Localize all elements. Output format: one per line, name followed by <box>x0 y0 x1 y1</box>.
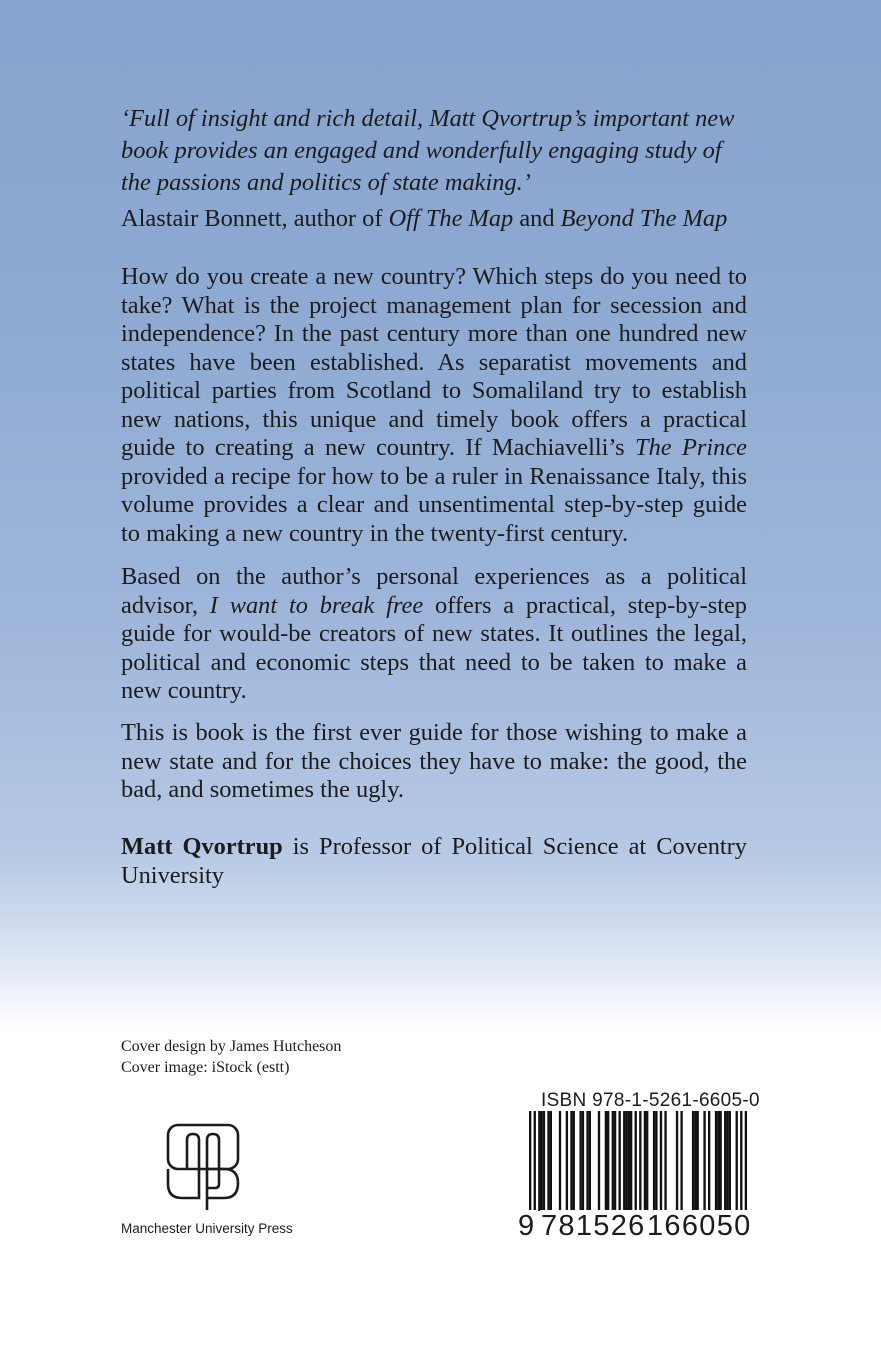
barcode-bar <box>573 1111 575 1211</box>
endorsement-attribution <box>121 203 747 235</box>
mup-monogram-icon <box>165 1122 241 1212</box>
p1-book-title: The Prince <box>635 434 748 461</box>
barcode-bar <box>736 1111 738 1211</box>
description-paragraph-3: This is book is the first ever guide for those wishing to make a new state and for the choices they have to make: the good, the bad, and sometimes the ugly. <box>121 719 747 803</box>
barcode-bar <box>724 1111 726 1211</box>
barcode-bar <box>644 1111 646 1211</box>
barcode-bar <box>625 1111 627 1211</box>
barcode-bar <box>589 1111 591 1211</box>
barcode-bar <box>660 1111 662 1211</box>
barcode-bar <box>729 1111 731 1211</box>
barcode-digits-left: 781526 <box>541 1210 646 1242</box>
barcode-bar <box>630 1111 632 1211</box>
author-name: Matt Qvortrup <box>121 833 283 860</box>
barcode-bar <box>719 1111 721 1211</box>
barcode-bar <box>717 1111 719 1211</box>
barcode-bar <box>586 1111 588 1211</box>
barcode-bar <box>559 1111 561 1211</box>
barcode-digit-first: 9 <box>518 1210 535 1242</box>
barcode-bar <box>655 1111 657 1211</box>
barcode-bar <box>550 1111 552 1211</box>
barcode-bar <box>639 1111 641 1223</box>
p2-book-title: I want to break free <box>209 591 424 619</box>
barcode-bar <box>694 1111 696 1211</box>
publisher-name: Manchester University Press <box>121 1221 293 1236</box>
cover-credits <box>121 1036 341 1078</box>
barcode-bar <box>740 1111 742 1223</box>
barcode-bar <box>653 1111 655 1211</box>
barcode-bar <box>612 1111 614 1211</box>
barcode-bar <box>534 1111 536 1223</box>
attribution-prefix: Alastair Bonnett, author of <box>121 205 389 232</box>
barcode-bar <box>570 1111 572 1211</box>
description-paragraph-2 <box>121 563 747 706</box>
attribution-book-1: Off The Map <box>388 205 514 232</box>
attribution-conjunction: and <box>513 205 561 232</box>
barcode-bar <box>676 1111 678 1211</box>
barcode-bar <box>726 1111 728 1211</box>
barcode-bar <box>697 1111 699 1211</box>
barcode-bar <box>715 1111 717 1211</box>
author-bio-text: is Professor of Political Science at Coventry University <box>121 833 747 889</box>
isbn-barcode <box>529 1111 747 1223</box>
barcode-bar <box>680 1111 682 1211</box>
cover-image-credit: Cover image: iStock (estt) <box>121 1059 290 1076</box>
p2-text-after: offers a practical, step-by-step guide for would-be creators of new states. It outlines the legal, political and economic steps that need to be taken to make a new country. <box>121 591 747 704</box>
barcode-bar <box>628 1111 630 1211</box>
barcode-bar <box>708 1111 710 1211</box>
barcode-bar <box>664 1111 666 1211</box>
barcode-digits-right: 166050 <box>647 1210 752 1242</box>
barcode-bar <box>692 1111 694 1211</box>
isbn-label: ISBN 978-1-5261-6605-0 <box>541 1090 760 1111</box>
p1-text-before: How do you create a new country? Which steps do you need to take? What is the project management plan for secession and independence? In the past century more than one hundred new states have been established. As separatist movements and political parties from Scotland to Somaliland try to establish new nations, this unique and timely book offers a practical guide to creating a new country. If Machiavelli’s <box>121 263 747 461</box>
barcode-bar <box>538 1111 540 1211</box>
author-bio <box>121 833 747 890</box>
barcode-bar <box>529 1111 531 1223</box>
barcode-bar <box>547 1111 549 1211</box>
barcode-bar <box>614 1111 616 1211</box>
barcode-bar <box>745 1111 747 1223</box>
barcode-bar <box>646 1111 648 1211</box>
p2-text-before: Based on the author’s personal experiences as a political advisor, <box>121 563 747 619</box>
barcode-bar <box>623 1111 625 1211</box>
barcode-bar <box>635 1111 637 1223</box>
barcode-bar <box>579 1111 581 1211</box>
barcode-bar <box>566 1111 568 1211</box>
barcode-bar <box>598 1111 600 1211</box>
attribution-book-2: Beyond The Map <box>560 205 728 232</box>
barcode-bar <box>703 1111 705 1211</box>
description-paragraph-1 <box>121 263 747 548</box>
endorsement-quote: ‘Full of insight and rich detail, Matt Qvortrup’s important new book provides an engaged and wonderfully engaging study of the passions and politics of state making.’ <box>121 105 735 196</box>
barcode-bar <box>605 1111 607 1211</box>
p1-text-after: provided a recipe for how to be a ruler in Renaissance Italy, this volume provides a clear and unsentimental step-by-step guide to making a new country in the twenty-first century. <box>121 462 747 547</box>
barcode-bar <box>582 1111 584 1211</box>
cover-design-credit: Cover design by James Hutcheson <box>121 1038 342 1055</box>
barcode-bar <box>618 1111 620 1211</box>
barcode-bar <box>540 1111 542 1211</box>
barcode-bar <box>607 1111 609 1211</box>
barcode-bar <box>543 1111 545 1211</box>
